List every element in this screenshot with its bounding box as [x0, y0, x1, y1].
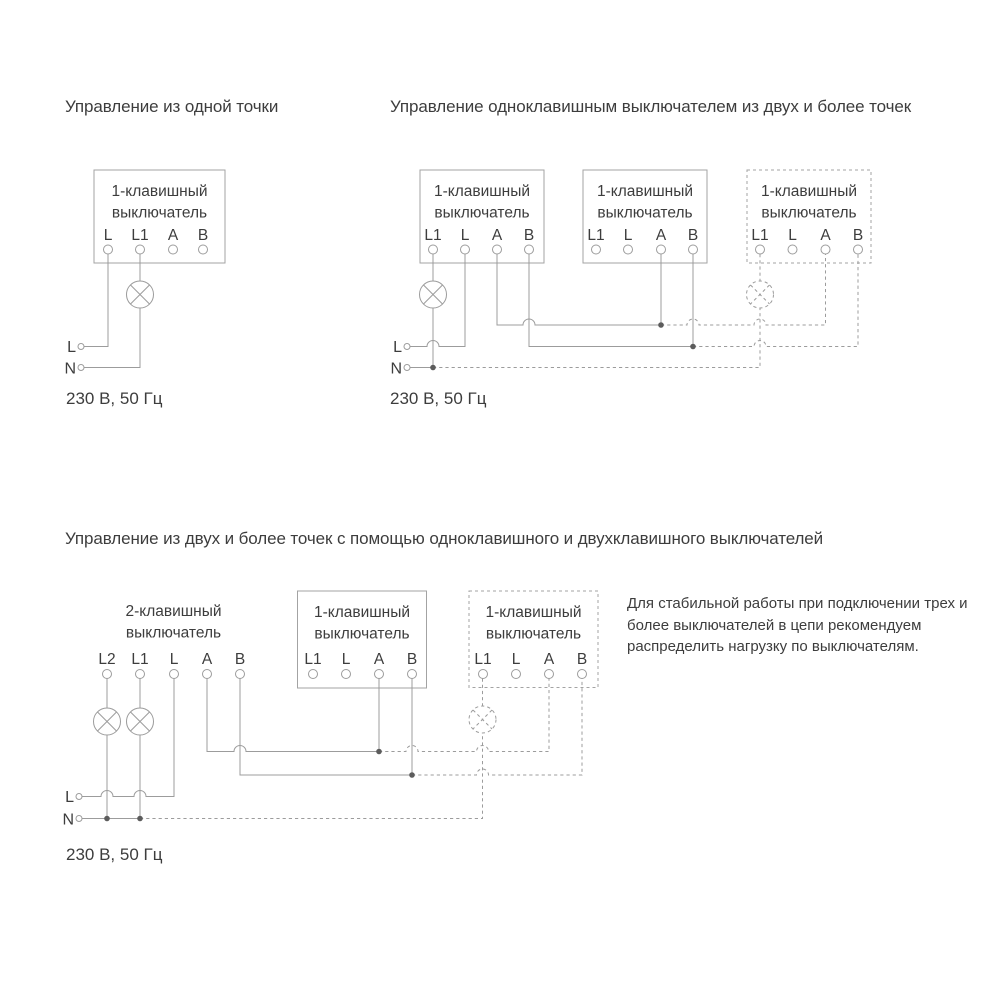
- terminal-circle: [408, 670, 417, 679]
- terminal-circle: [103, 670, 112, 679]
- wire-line-to-L: [84, 254, 108, 347]
- terminal-circle: [592, 245, 601, 254]
- neutral-label: N: [64, 360, 76, 378]
- terminal-circle: [512, 670, 521, 679]
- lamp-cross: [473, 710, 492, 729]
- diagram1-title: Управление из одной точки: [65, 97, 279, 116]
- switch-name-line2: выключатель: [485, 625, 582, 643]
- switch-name-line2: выключатель: [125, 624, 222, 642]
- terminal-label: L1: [424, 227, 442, 244]
- terminal-label: L: [169, 651, 179, 668]
- switch-name-line1: 1-клавишный: [433, 183, 531, 200]
- switch-name-line2: выключатель: [434, 204, 530, 222]
- diagram2-title: Управление одноклавишным выключателем из двух и более точек: [390, 97, 912, 116]
- terminal-label: L1: [751, 227, 769, 244]
- terminal-circle: [788, 245, 797, 254]
- wire-bus-A-solid: [497, 254, 661, 325]
- terminal-label: L: [103, 227, 113, 244]
- voltage-label: 230 В, 50 Гц: [66, 389, 163, 408]
- terminal-circle: [689, 245, 698, 254]
- diagram2: [390, 170, 871, 408]
- switch-name-line2: выключатель: [761, 204, 857, 222]
- terminal-label: L: [511, 651, 521, 668]
- note-line-2: более выключателей в цепи рекомендуем: [627, 616, 922, 634]
- terminal-label: A: [491, 227, 503, 244]
- line-label: L: [65, 789, 74, 806]
- lamp-icon: [94, 708, 121, 735]
- terminal-circle: [461, 245, 470, 254]
- note-line-3: распределить нагрузку по выключателям.: [627, 638, 919, 656]
- diagram3-title: Управление из двух и более точек с помощью одноклавишного и двухклавишного выключателей: [65, 529, 824, 548]
- lamp-cross: [98, 712, 117, 731]
- terminal-circle: [429, 245, 438, 254]
- terminal-label: L1: [304, 651, 322, 668]
- terminal-label: A: [543, 651, 555, 668]
- terminal-circle: [236, 670, 245, 679]
- terminal-circle: [854, 245, 863, 254]
- junction-dot: [104, 816, 110, 822]
- wire-bus-B-solid: [240, 679, 412, 776]
- diagram3: [62, 591, 598, 864]
- terminal-label: L1: [474, 651, 492, 668]
- wire-bus-A-dashed: [379, 679, 549, 752]
- terminal-label: L: [788, 227, 797, 244]
- lamp-icon: [127, 281, 154, 308]
- terminal-circle: [624, 245, 633, 254]
- lamp-cross: [751, 285, 770, 304]
- terminal-label: A: [167, 227, 179, 244]
- terminal-label: B: [197, 227, 209, 244]
- junction-dot: [690, 344, 696, 350]
- junction-dot: [409, 772, 415, 778]
- voltage-label: 230 В, 50 Гц: [66, 845, 163, 864]
- lamp-cross: [131, 285, 150, 304]
- junction-dot: [137, 816, 143, 822]
- junction-dot: [658, 322, 664, 328]
- terminal-label: L2: [98, 651, 116, 668]
- terminal-label: A: [655, 227, 667, 244]
- terminal-label: L: [341, 651, 351, 668]
- terminal-label: B: [687, 227, 699, 244]
- diagram1: [64, 170, 225, 408]
- power-terminal-circle: [76, 816, 82, 822]
- wire-neutral-dashed: [140, 733, 483, 819]
- power-terminal-circle: [404, 344, 410, 350]
- lamp-cross: [424, 285, 443, 304]
- voltage-label: 230 В, 50 Гц: [390, 389, 487, 408]
- terminal-label: B: [852, 227, 864, 244]
- terminal-circle: [525, 245, 534, 254]
- terminal-circle: [545, 670, 554, 679]
- wire-lamp-to-neutral: [84, 308, 140, 368]
- terminal-circle: [375, 670, 384, 679]
- lamp-icon: [127, 708, 154, 735]
- junction-dot: [376, 749, 382, 755]
- terminal-label: B: [234, 651, 246, 668]
- terminal-circle: [104, 245, 113, 254]
- switch-name-line1: 1-клавишный: [485, 604, 582, 621]
- terminal-label: L: [460, 227, 470, 244]
- terminal-label: B: [406, 651, 418, 668]
- power-terminal-circle: [78, 365, 84, 371]
- switch-name-line2: выключатель: [597, 204, 693, 222]
- wire-line-to-L: [82, 679, 174, 797]
- terminal-label: B: [523, 227, 535, 244]
- power-terminal-circle: [76, 794, 82, 800]
- terminal-label: L1: [131, 227, 149, 244]
- terminal-circle: [169, 245, 178, 254]
- terminal-circle: [479, 670, 488, 679]
- switch-name-line1: 1-клавишный: [313, 604, 411, 621]
- line-label: L: [393, 339, 402, 356]
- wire-neutral-dashed: [433, 308, 760, 368]
- terminal-label: A: [820, 227, 831, 244]
- power-terminal-circle: [78, 344, 84, 350]
- terminal-circle: [493, 245, 502, 254]
- terminal-circle: [342, 670, 351, 679]
- wire-bus-B-dashed: [412, 679, 582, 776]
- wire-bus-B-solid: [529, 254, 693, 347]
- neutral-label: N: [62, 811, 74, 829]
- power-terminal-circle: [404, 365, 410, 371]
- terminal-label: A: [201, 651, 213, 668]
- lamp-icon: [420, 281, 447, 308]
- switch-name-line1: 1-клавишный: [111, 183, 208, 200]
- terminal-circle: [136, 245, 145, 254]
- wire-line-to-L: [410, 254, 465, 347]
- terminal-circle: [203, 670, 212, 679]
- terminal-label: B: [576, 651, 588, 668]
- lamp-cross: [131, 712, 150, 731]
- terminal-circle: [657, 245, 666, 254]
- switch-name-line1: 2-клавишный: [125, 603, 222, 620]
- terminal-label: L1: [131, 651, 149, 668]
- wire-bus-A-dashed: [661, 254, 826, 325]
- junction-dot: [430, 365, 436, 371]
- lamp-icon-optional: [747, 281, 774, 308]
- wire-bus-A-solid: [207, 679, 379, 752]
- terminal-circle: [170, 670, 179, 679]
- switch-name-line2: выключатель: [111, 204, 208, 222]
- note-line-1: Для стабильной работы при подключении трех и: [627, 595, 968, 612]
- wire-bus-B-dashed: [693, 254, 858, 347]
- switch-name-line2: выключатель: [314, 625, 410, 643]
- terminal-circle: [136, 670, 145, 679]
- terminal-circle: [821, 245, 830, 254]
- terminal-label: A: [373, 651, 385, 668]
- terminal-label: L1: [587, 227, 605, 244]
- terminal-circle: [756, 245, 765, 254]
- switch-name-line1: 1-клавишный: [596, 183, 694, 200]
- line-label: L: [67, 339, 76, 356]
- terminal-label: L: [623, 227, 633, 244]
- switch-name-line1: 1-клавишный: [760, 183, 858, 200]
- lamp-icon-optional: [469, 706, 496, 733]
- neutral-label: N: [390, 360, 402, 378]
- terminal-circle: [199, 245, 208, 254]
- terminal-circle: [309, 670, 318, 679]
- terminal-circle: [578, 670, 587, 679]
